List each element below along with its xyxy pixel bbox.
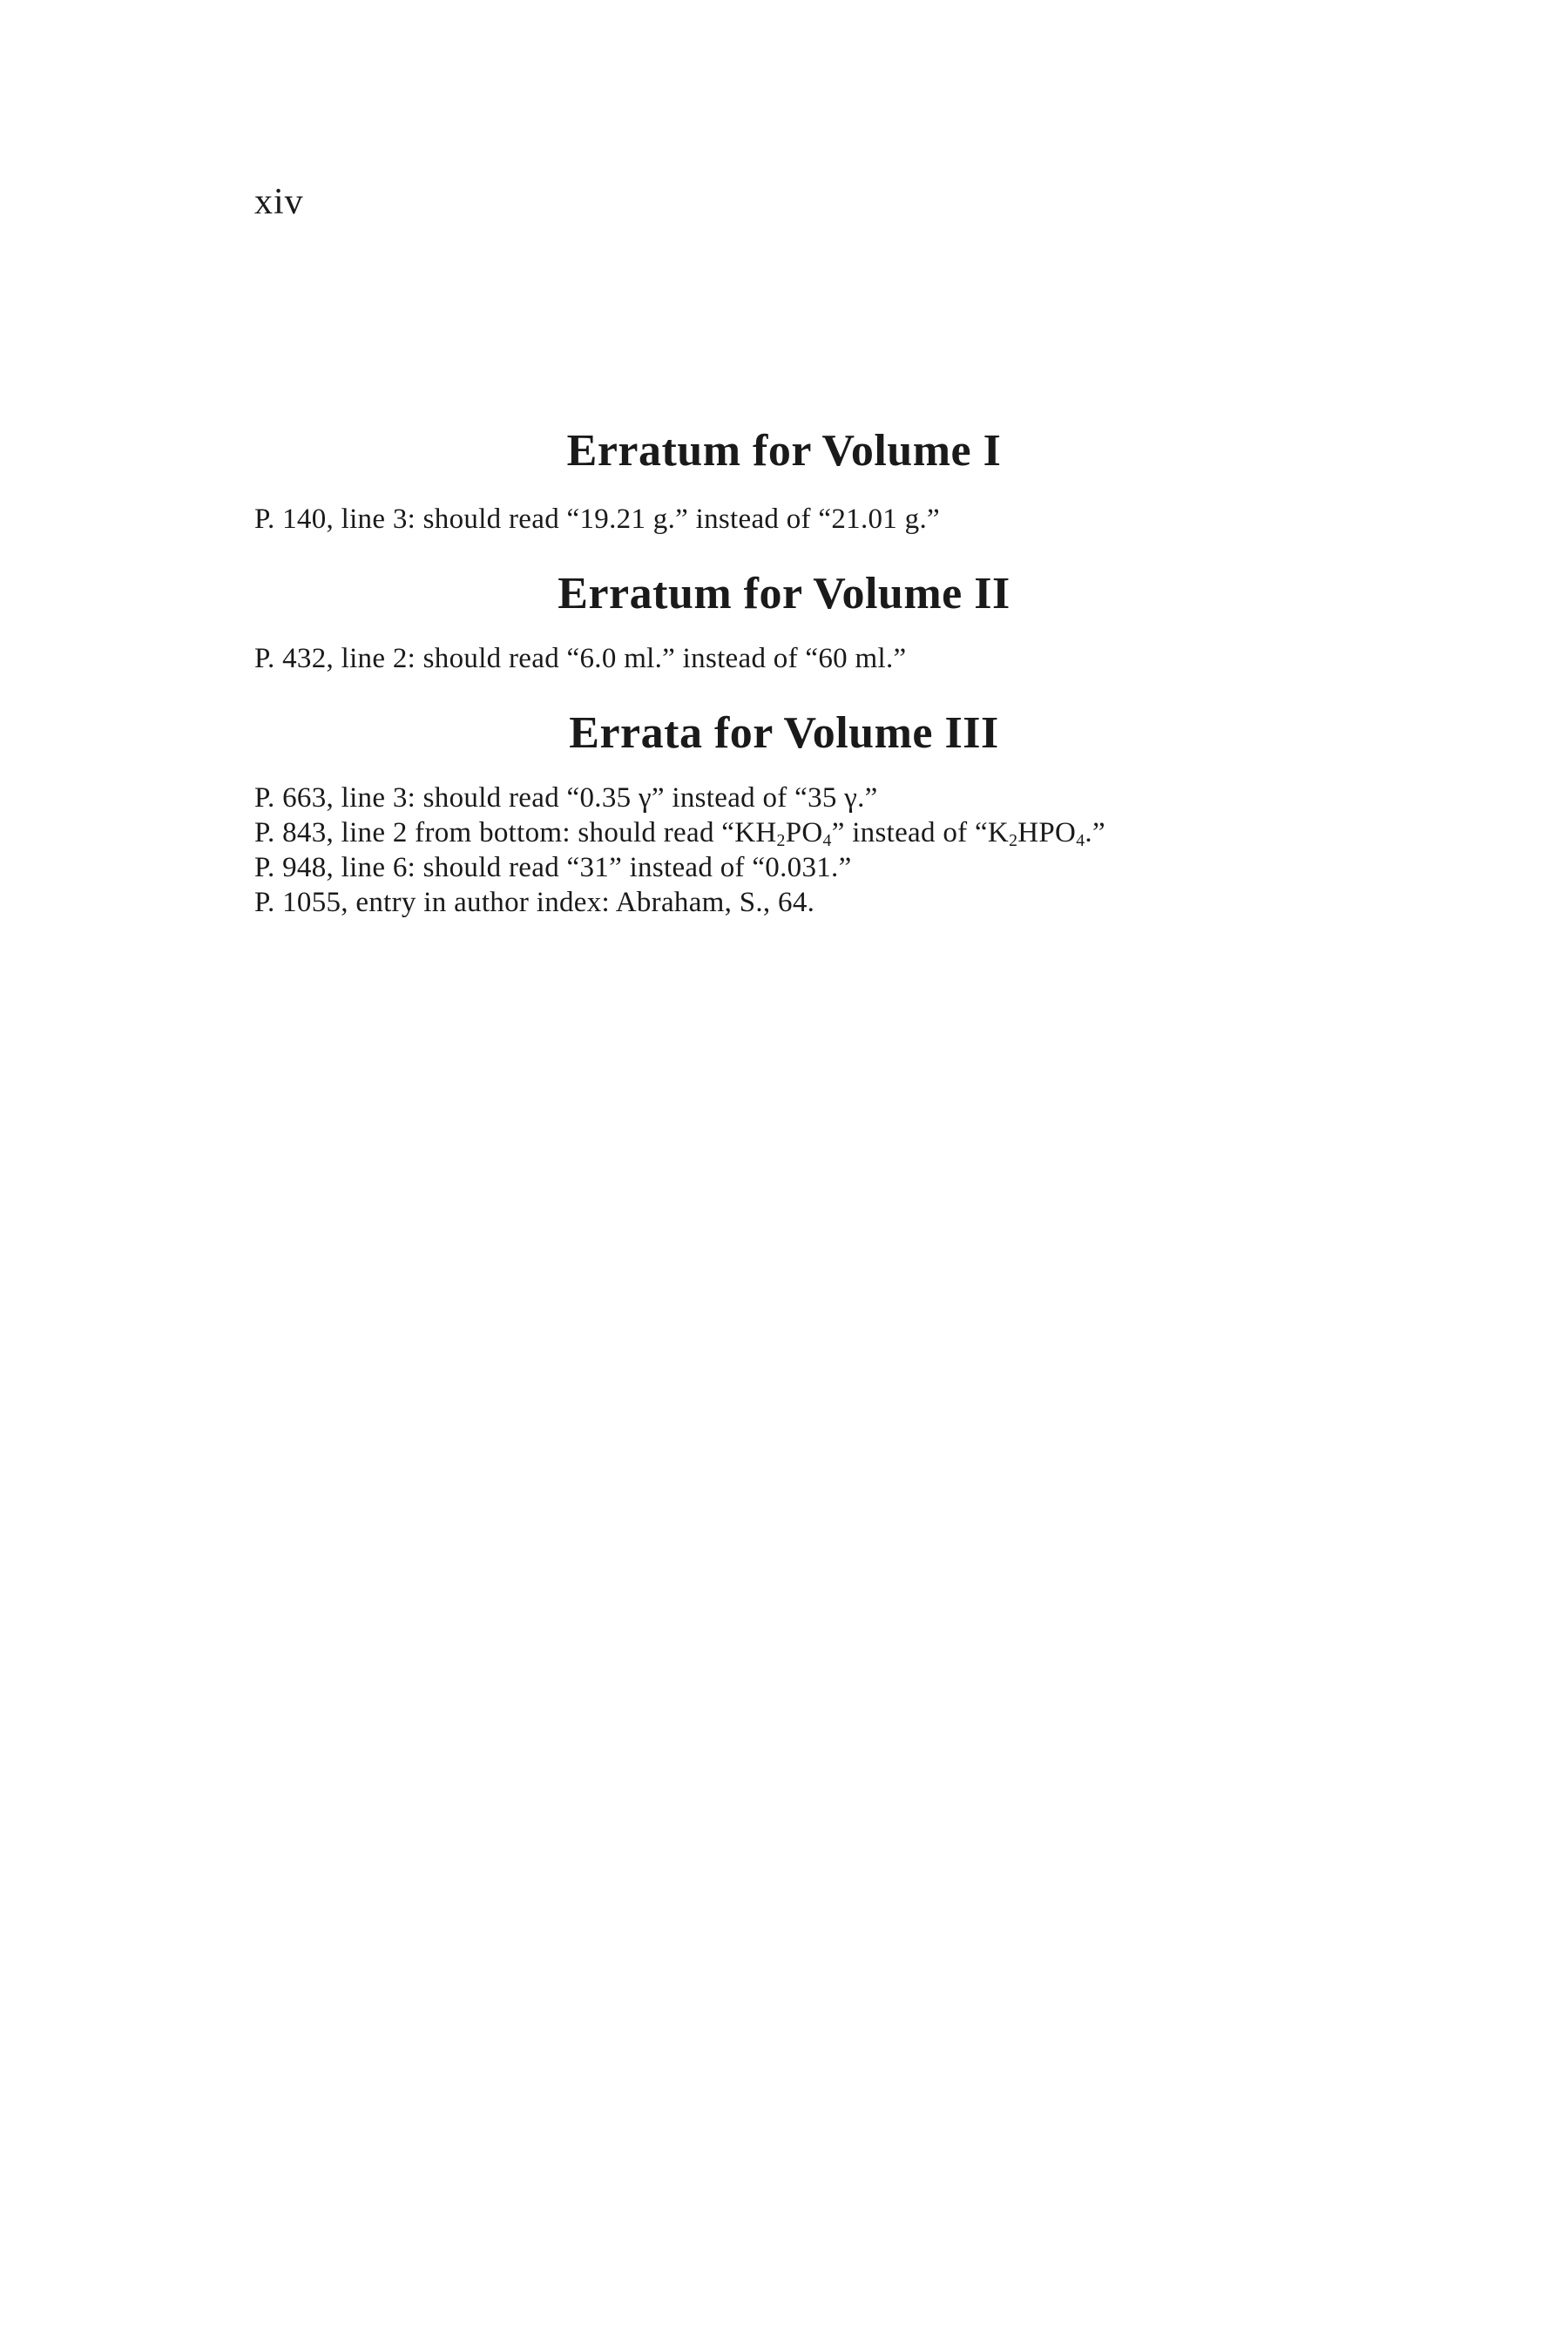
heading-erratum-volume-1: Erratum for Volume I (566, 426, 1002, 476)
subscript: 2 (776, 830, 786, 850)
entry-text: PO (785, 817, 823, 848)
entry-text: P. 843, line 2 from bottom: should read “KH (254, 817, 777, 848)
entry-text: HPO (1017, 817, 1077, 848)
heading-erratum-volume-2: Erratum for Volume II (558, 569, 1010, 618)
erratum-entry-volume-2: P. 432, line 2: should read “6.0 ml.” instead of “60 ml.” (254, 643, 907, 674)
heading-errata-volume-3: Errata for Volume III (569, 708, 999, 758)
errata-entry-volume-3-p843 (254, 817, 1105, 849)
errata-entry-volume-3-p1055: P. 1055, entry in author index: Abraham, S., 64. (254, 887, 815, 918)
page-number: xiv (254, 182, 304, 222)
subscript: 4 (822, 830, 832, 850)
errata-entry-volume-3-p663: P. 663, line 3: should read “0.35 γ” instead of “35 γ.” (254, 782, 878, 814)
entry-text: .” (1085, 817, 1105, 848)
errata-entry-volume-3-p948: P. 948, line 6: should read “31” instead of “0.031.” (254, 852, 852, 883)
erratum-entry-volume-1: P. 140, line 3: should read “19.21 g.” instead of “21.01 g.” (254, 504, 940, 535)
subscript: 4 (1076, 830, 1085, 850)
entry-text: ” instead of “K (831, 817, 1010, 848)
subscript: 2 (1009, 830, 1018, 850)
